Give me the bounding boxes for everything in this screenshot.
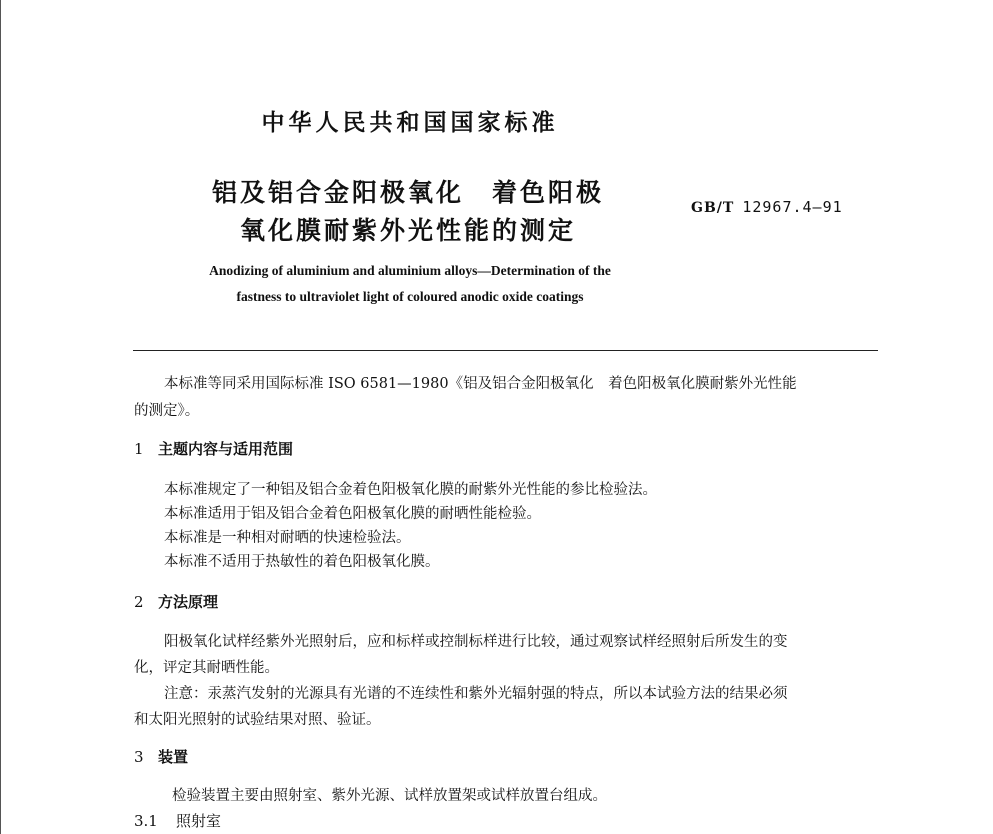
section-2-title: 方法原理 xyxy=(158,593,219,611)
standard-prefix: GB/T xyxy=(691,200,735,216)
section-1-heading xyxy=(134,438,293,459)
english-title-line-1: Anodizing of aluminium and aluminium alloys—Determination of the xyxy=(209,263,611,278)
document-title-line-1: 铝及铝合金阳极氧化 着色阳极 xyxy=(211,178,604,207)
section-3-para-1: 检验装置主要由照射室、紫外光源、试样放置架或试样放置台组成。 xyxy=(172,788,607,804)
section-1-number: 1 xyxy=(134,440,144,458)
intro-line-2: 的测定》。 xyxy=(134,403,200,419)
section-3-number: 3 xyxy=(134,748,144,766)
section-3-heading xyxy=(134,746,188,767)
standard-code: 12967.4—91 xyxy=(742,198,843,216)
title-divider xyxy=(133,350,878,351)
intro-line-1: 本标准等同采用国际标准 ISO 6581—1980《铝及铝合金阳极氧化 着色阳极氧化膜耐紫外光性能 xyxy=(164,376,797,392)
english-title-line-2: fastness to ultraviolet light of coloured anodic oxide coatings xyxy=(236,289,584,304)
section-2-para-1-line-2: 化，评定其耐晒性能。 xyxy=(134,660,279,676)
section-1-para-2: 本标准适用于铝及铝合金着色阳极氧化膜的耐晒性能检验。 xyxy=(164,506,541,522)
section-1-para-4: 本标准不适用于热敏性的着色阳极氧化膜。 xyxy=(164,554,440,570)
document-title-line-2: 氧化膜耐紫外光性能的测定 xyxy=(239,216,576,245)
section-3-1-heading xyxy=(134,810,221,831)
national-standard-header: 中华人民共和国国家标准 xyxy=(261,110,559,136)
section-3-title: 装置 xyxy=(158,748,189,766)
section-1-para-3: 本标准是一种相对耐晒的快速检验法。 xyxy=(164,530,411,546)
section-2-number: 2 xyxy=(134,593,144,611)
section-3-1-number: 3.1 xyxy=(134,812,158,830)
section-2-para-2-line-1: 注意：汞蒸汽发射的光源具有光谱的不连续性和紫外光辐射强的特点，所以本试验方法的结果必须 xyxy=(164,686,788,702)
section-1-title: 主题内容与适用范围 xyxy=(158,440,294,458)
section-2-para-2-line-2: 和太阳光照射的试验结果对照、验证。 xyxy=(134,712,381,728)
section-1-para-1: 本标准规定了一种铝及铝合金着色阳极氧化膜的耐紫外光性能的参比检验法。 xyxy=(164,482,657,498)
standard-number xyxy=(691,198,843,216)
section-2-heading xyxy=(134,591,218,612)
section-2-para-1-line-1: 阳极氧化试样经紫外光照射后，应和标样或控制标样进行比较，通过观察试样经照射后所发生的变 xyxy=(164,634,788,650)
section-3-1-title: 照射室 xyxy=(176,812,222,830)
